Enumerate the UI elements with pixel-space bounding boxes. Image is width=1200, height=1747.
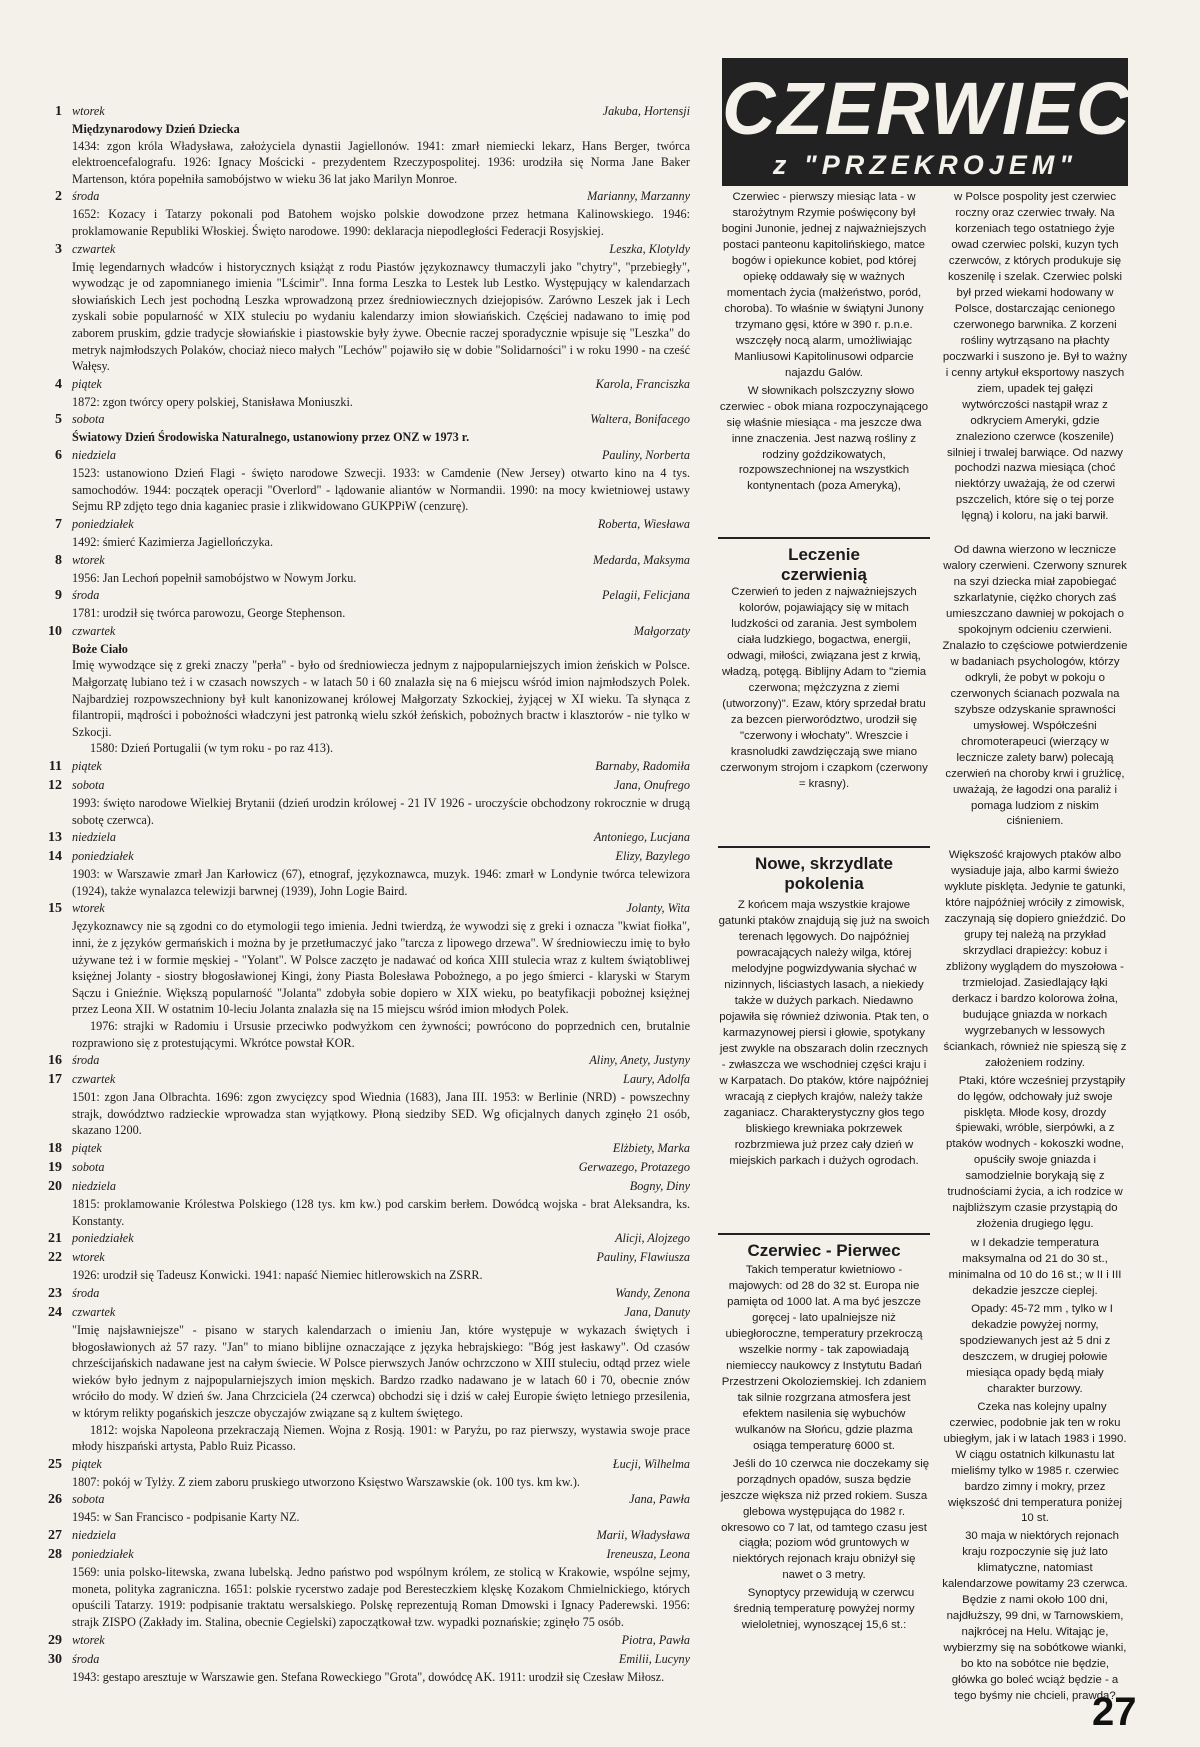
calendar-day (40, 1070, 690, 1139)
day-number: 23 (48, 1286, 62, 1301)
name-days: Jolanty, Wita (626, 901, 690, 916)
day-number: 28 (48, 1547, 62, 1563)
paragraph: Synoptycy przewidują w czerwcu średnią temperaturę powyżej normy wieloletniej, wynoszącej 15,6 st.: (733, 1587, 915, 1632)
name-days: Elżbiety, Marka (612, 1141, 690, 1156)
paragraph: w I dekadzie temperatura maksymalna od 21 do 30 st., minimalna od 10 do 16 st.; w II i III dekadzie jeszcze cieplej. (948, 1237, 1122, 1297)
intro-text-col-a (718, 190, 930, 532)
day-header (40, 1158, 690, 1177)
weekday-name: poniedziałek (72, 1547, 134, 1562)
heading-line: pokolenia (784, 874, 864, 894)
day-event-text: 1781: urodził się twórca parowozu, George Stephenson. (72, 606, 346, 621)
calendar-day (40, 1631, 690, 1650)
paragraph: Ptaki, które wcześniej przystąpiły do lęgów, odchowały już swoje pisklęta. Młode kosy, drozdy śpiewaki, wróble, sierpówki, a z ptaków wodnych - kokoszki wodne, opuściły swoje gniazda i samodzielnie borykają się z trudnościami życia, a ich rodzice w najbliższym czasie przystąpią do złożenia drugiego lęgu. (946, 1074, 1126, 1231)
holiday-name: Boże Ciało (72, 641, 128, 656)
calendar-day (40, 847, 690, 899)
holiday-name: Międzynarodowy Dzień Dziecka (72, 122, 240, 137)
day-number: 29 (48, 1632, 62, 1648)
day-event-text: 1872: zgon twórcy opery polskiej, Stanisława Moniuszki. (72, 394, 353, 409)
day-header (40, 847, 690, 866)
weekday-name: czwartek (72, 1072, 116, 1087)
day-number: 17 (48, 1072, 62, 1088)
day-number: 26 (48, 1492, 62, 1508)
name-days: Bogny, Diny (629, 1179, 690, 1194)
day-header (40, 899, 690, 918)
page-number: 27 (1092, 1690, 1137, 1734)
day-event-text: 1523: ustanowiono Dzień Flagi - święto narodowe Szwecji. 1933: w Camdenie (New Jersey) otwarto kino na 4 tys. samochodów. 1944: początek operacji "Overlord" - lądowanie aliantów w Normandii. 1990: na mocy kwietniowej ustawy Sejmu RP zdjęto tego dnia kaganiec prasie i zlikwidowano GUKPPiW (cenzurę). (72, 466, 690, 514)
day-event-text: 1501: zgon Jana Olbrachta. 1696: zgon zwycięzcy spod Wiednia (1683), Jana III. 1953: w Berlinie (NRD) - powszechny strajk, dowództwo radzieckie wprowadza stan wyjątkowy. Płoną siedziby SED. Wg oficjalnych danych zginęło 21 osób, skazano 1200. (72, 1090, 690, 1138)
weekday-name: piątek (72, 1141, 102, 1156)
calendar-day (40, 622, 690, 757)
day-header (40, 375, 690, 394)
paragraph: 30 maja w niektórych rejonach kraju rozpoczynie się już lato klimatyczne, natomiast kalendarzowe powitamy 23 czerwca. Będzie z nami około 100 dni, najdłuższy, 99 dni, w Tarnowskiem, najkrócej na Helu. Witając je, wybierzmy się na sobótkowe wianki, bo kto na sobótce nie będzie, główka go boleć wciąż będzie - a tego byśmy nie chcieli, prawda? (942, 1530, 1128, 1703)
name-days: Marianny, Marzanny (587, 189, 690, 204)
day-header (40, 1545, 690, 1564)
weekday-name: piątek (72, 758, 102, 773)
day-event-text: 1492: śmierć Kazimierza Jagiellończyka. (72, 534, 274, 549)
day-header (40, 1248, 690, 1267)
heading-line: Czerwiec - Pierwec (747, 1241, 901, 1260)
calendar-day (40, 1139, 690, 1158)
name-days: Małgorzaty (633, 623, 690, 638)
calendar-day (40, 1248, 690, 1284)
day-header (40, 1650, 690, 1669)
weekday-name: poniedziałek (72, 849, 134, 864)
day-number: 30 (48, 1651, 62, 1667)
name-days: Medarda, Maksyma (592, 552, 690, 567)
section-heading-leczenie (718, 537, 930, 586)
calendar-day (40, 1303, 690, 1455)
holiday-name: Światowy Dzień Środowiska Naturalnego, ustanowiony przez ONZ w 1973 r. (72, 430, 470, 445)
section-heading-pierwec (718, 1233, 930, 1261)
banner-subtitle: z "PRZEKROJEM" (772, 150, 1078, 180)
day-number: 15 (48, 901, 62, 917)
calendar-day (40, 776, 690, 828)
nowe-text-col-b (942, 848, 1128, 1231)
day-event-text: 1926: urodził się Tadeusz Konwicki. 1941: napaść Niemiec hitlerowskich na ZSRR. (72, 1268, 483, 1283)
name-days: Waltera, Bonifacego (590, 412, 690, 427)
day-number: 10 (48, 623, 62, 639)
name-days: Jana, Onufrego (613, 777, 690, 792)
day-header (40, 187, 690, 206)
calendar-day (40, 1284, 690, 1303)
day-header (40, 1303, 690, 1322)
weekday-name: niedziela (72, 830, 117, 845)
calendar-day (40, 899, 690, 1051)
calendar-day (40, 586, 690, 622)
paragraph: Czerwiec - pierwszy miesiąc lata - w starożytnym Rzymie poświęcony był bogini Junonie, jednej z najważniejszych postaci panteonu kapitolińskiego, matce bogów i opiekunce kobiet, pod której opiekę oddawały się w ważnych momentach życia (małżeństwo, poród, choroba). To właśnie w świątyni Junony trzymano gęsi, które w 390 r. p.n.e. wszczęły nocą alarm, umożliwiając Manliusowi Kapitolinusowi odparcie najazdu Galów. (721, 191, 927, 379)
day-event-text: 1993: święto narodowe Wielkiej Brytanii (dzień urodzin królowej - 21 IV 1926 - uroczyście obchodzony rokrocznie w drugą sobotę czerwca). (72, 796, 690, 827)
weekday-name: wtorek (72, 552, 105, 567)
calendar-day (40, 375, 690, 411)
weekday-name: wtorek (72, 1632, 105, 1647)
weekday-name: wtorek (72, 901, 105, 916)
day-number: 24 (48, 1305, 62, 1321)
paragraph: Takich temperatur kwietniowo - majowych: od 28 do 32 st. Europa nie pamięta od 1000 lat. A ma być jeszcze goręcej - lato upalniejsze niż ubiegłoroczne, temperatury przekroczą wszelkie normy - tak zapowiadają niemieccy naukowcy z Instytutu Badań Przestrzeni Okoloziemskiej. Ich zdaniem tak silnie rozgrzana atmosfera jest efektem nasilenia się wybuchów wulkanów na Słońcu, gdzie plazma osiąga temperaturę 6000 st. (721, 1264, 927, 1452)
name-days: Roberta, Wiesława (597, 516, 690, 531)
weekday-name: sobota (72, 1492, 105, 1507)
day-header (40, 102, 690, 121)
day-header (40, 1229, 690, 1248)
day-event-text: Językoznawcy nie są zgodni co do etymologii tego imienia. Jedni twierdzą, że wywodzi się z greki i oznacza "kwiat fiołka", inni, że z języków germańskich i można by je przetłumaczyć jako "tarcza z lipowego drzewa". W średniowieczu imię to było używane też i w formie męskiej - "Yolant". W Polsce zaczęto je nadawać od końca XIII stulecia wraz z kultem świątobliwej księżnej Jolanty - siostry błogosławionej Kingi, żony Piasta Bolesława Pobożnego, a po jego śmierci - klaryski w Starym Sączu i Gnieźnie. Większą popularność "Jolanta" zdobyła sobie dopiero w XIX wieku, po beatyfikacji pobożnej księżnej przez Leona XII. W ostatnim 10-leciu Jolanta znalazła się na 15 miejscu wśród imion młodych Polek. (72, 919, 690, 1017)
calendar-day (40, 1229, 690, 1248)
pierwec-text-col-b (942, 1236, 1128, 1703)
day-header (40, 757, 690, 776)
weekday-name: środa (72, 1651, 100, 1666)
day-event-text: "Imię najsławniejsze" - pisano w starych kalendarzach o imieniu Jan, które występuje w wykazach świętych i błogosławionych aż 57 razy. "Jan" to miano biblijne oznaczające z języka hebrajskiego: "Bóg jest łaskawy". Od czasów chrześcijańskich nadawane jest na całym świecie. W Polsce pierwszych Janów ochrzczono w XIII stuleciu, odtąd przez wiele wieków było jednym z najpopularniejszych imion męskich. Bardzo rzadko nadawano je w latach 60 i 70, obecnie znów wróciło do mody. W dzień św. Jana Chrzciciela (24 czerwca) obchodzi się i dziś w całej Europie święto letniego przesilenia, w którym relikty pogańskich jeszcze obyczajów związane są z kultem świętego. (72, 1323, 690, 1421)
day-header (40, 410, 690, 429)
section-heading-nowe (718, 846, 930, 895)
day-number: 11 (48, 758, 62, 774)
intro-text-col-b (942, 190, 1128, 532)
day-header (40, 1139, 690, 1158)
weekday-name: czwartek (72, 241, 116, 256)
day-event-text: 1569: unia polsko-litewska, zwana lubelską. Jedno państwo pod wspólnym królem, ze stolicą w Krakowie, wspólne sejmy, moneta, polityka zagraniczna. 1651: polskie rycerstwo zadaje pod Beresteczkiem klęskę Kozakom Chmielnickiego, których opuścili Tatarzy. 1919: podpisanie traktatu wersalskiego. Polskę reprezentują Roman Dmowski i Ignacy Paderewski. 1956: strajk ZISPO (Zakłady im. Stalina, obecnie Cegielski) zapoczątkował tzw. wypadki poznańskie; zginęło 75 osób. (72, 1565, 690, 1629)
weekday-name: środa (72, 588, 100, 603)
day-number: 7 (55, 516, 62, 532)
day-number: 2 (55, 189, 62, 205)
name-days: Piotra, Pawła (621, 1632, 690, 1647)
name-days: Emilii, Lucyny (618, 1651, 690, 1666)
name-days: Barnaby, Radomiła (595, 758, 690, 773)
calendar-day (40, 515, 690, 551)
day-number: 8 (55, 552, 62, 568)
day-event-text: 1580: Dzień Portugalii (w tym roku - po raz 413). (90, 741, 334, 756)
day-header (40, 515, 690, 534)
day-event-text: 1815: proklamowanie Królestwa Polskiego (128 tys. km kw.) pod carskim berłem. Dowódcą wojska - brat Aleksandra, ks. Konstanty. (72, 1197, 690, 1228)
name-days: Aliny, Anety, Justyny (589, 1053, 690, 1068)
weekday-name: niedziela (72, 1528, 117, 1543)
calendar-day (40, 1455, 690, 1491)
weekday-name: sobota (72, 412, 105, 427)
calendar-day (40, 102, 690, 187)
weekday-name: sobota (72, 1160, 105, 1175)
day-event-text: 1945: w San Francisco - podpisanie Karty NZ. (72, 1510, 300, 1525)
weekday-name: niedziela (72, 1179, 117, 1194)
calendar-day (40, 1158, 690, 1177)
day-number: 21 (48, 1231, 62, 1247)
day-number: 1 (55, 104, 62, 119)
name-days: Jakuba, Hortensji (602, 104, 690, 118)
leczenie-text-col-b (942, 543, 1128, 839)
day-event-text: 1812: wojska Napoleona przekraczają Niemen. Wojna z Rosją. 1901: w Paryżu, po raz pierwszy, wystawia swoje prace młody hiszpański artysta, Pablo Ruiz Picasso. (72, 1422, 690, 1454)
day-number: 3 (55, 241, 62, 257)
name-days: Wandy, Zenona (615, 1286, 690, 1300)
day-number: 14 (48, 849, 62, 865)
name-days: Marii, Władysława (596, 1528, 690, 1543)
day-event-text: 1903: w Warszawie zmarł Jan Karłowicz (67), etnograf, językoznawca, muzyk. 1946: zmarł w Londynie twórca telewizora (1924), także wynalazca telewizji barwnej (1939), John Logie Baird. (72, 867, 690, 898)
nowe-text-col-a (718, 898, 930, 1222)
weekday-name: środa (72, 1053, 100, 1068)
heading-line: czerwienią (781, 565, 867, 585)
day-number: 5 (55, 412, 62, 428)
day-event-text: 1943: gestapo aresztuje w Warszawie gen. Stefana Roweckiego "Grota", dowódcę AK. 1911: urodził się Czesław Miłosz. (72, 1669, 665, 1684)
day-number: 16 (48, 1053, 62, 1069)
day-header (40, 1631, 690, 1650)
day-number: 27 (48, 1528, 62, 1544)
calendar-day (40, 757, 690, 776)
day-number: 19 (48, 1160, 62, 1176)
day-event-text: 1807: pokój w Tylży. Z ziem zaboru pruskiego utworzono Księstwo Warszawskie (ok. 100 tys. km kw.). (72, 1474, 580, 1489)
day-header (40, 446, 690, 465)
name-days: Alicji, Alojzego (615, 1231, 690, 1246)
weekday-name: poniedziałek (72, 1231, 134, 1246)
day-event-text: 1976: strajki w Radomiu i Ursusie przeciwko podwyżkom cen żywności; powrócono do poprzednich cen, brutalnie rozprawiono się z protestującymi. Wkrótce powstał KOR. (72, 1019, 690, 1050)
name-days: Jana, Pawła (629, 1492, 690, 1507)
paragraph: W słownikach polszczyzny słowo czerwiec - obok miana rozpoczynającego się właśnie miesiąca - ma jeszcze dwa inne znaczenia. Jest nazwą rośliny z rodziny goździkowatych, rozpowszechnionej na wszystkich kontynentach (poza Ameryką), (719, 384, 929, 493)
paragraph: w Polsce pospolity jest czerwiec roczny oraz czerwiec trwały. Na korzeniach tego ostatniego żyje owad czerwiec polski, kuzyn tych czerwców, z których produkuje się koszenilę i szelak. Czerwiec polski był przed wiekami hodowany w Polsce, dostarczając cenionego czerwonego barwnika. Z korzeni rośliny wytrząsano na płachty poczwarki i suszono je. Był to ważny i cenny artykuł eksportowy naszych ziem, upadek tej gałęzi wytwórczości nastąpił wraz z odkryciem Ameryki, gdzie znaleziono czerwce (koszenile) silniej i trwalej barwiące. Od nazwy pochodzi nazwa miesiąca (choć niektórzy uważają, że od czerwi pszczelich, które się o tej porze lęgną) i koloru, na jaki barwił. (942, 191, 1128, 523)
day-number: 13 (48, 830, 62, 846)
name-days: Ireneusza, Leona (606, 1547, 690, 1562)
paragraph: Czerwień to jeden z najważniejszych kolorów, pojawiający się w mitach ludzkości od zarania. Jest symbolem ciała ludzkiego, bogactwa, energii, odwagi, miłości, związana jest z krwią, władzą, potęgą. Biblijny Adam to "ziemia czerwona; mężczyzna z ziemi (utworzony)". Ezaw, który sprzedał bratu za bezcen pierworództwo, urodził się "czerwony i włochaty". Wreszcie i krasnoludki zawdzięczają swe miano czerwonym strojom i czapkom (czerwony = krasny). (720, 586, 928, 790)
weekday-name: czwartek (72, 623, 116, 638)
calendar-day (40, 410, 690, 446)
day-header (40, 1526, 690, 1545)
paragraph: Z końcem maja wszystkie krajowe gatunki ptaków znajdują się już na swoich terenach lęgowych. Do najpóźniej powracających należy wilga, której melodyjne pogwizdywania słychać w nizinnych, liściastych lasach, a niekiedy także w dużych parkach. Niedawno pojawiła się również dziwonia. Ptak ten, o karmazynowej piersi i głowie, spotykany jest zwykle na obszarach dolin rzecznych - zwłaszcza we wschodniej części kraju i w Karpatach. Do ptaków, które najpóźniej wracają z ciepłych krajów, należy także zaganiacz. Charakterystyczny głos tego bliskiego krewniaka pokrzewek rozbrzmiewa już przez cały dzień w miejskich parkach i dużych ogrodach. (718, 899, 930, 1167)
calendar-day (40, 551, 690, 587)
paragraph: Większość krajowych ptaków albo wysiaduje jaja, albo karmi świeżo wyklute pisklęta. Jedynie te gatunki, które najpóźniej wróciły z zimowisk, zaczynają się dopiero gnieździć. Do grupy tej należą na przykład skrzydlaci drapieżcy: kobuz i zbliżony wyglądem do myszołowa - trzmielojad. Zasiedlający łąki derkacz i bardzo kolorowa żołna, budujące gniazda w norkach wygrzebanych w lessowych ściankach, również nie spieszą się z założeniem rodziny. (943, 849, 1127, 1069)
day-header (40, 1284, 690, 1303)
weekday-name: czwartek (72, 1305, 116, 1320)
heading-line: Leczenie (788, 545, 860, 564)
name-days: Łucji, Wilhelma (612, 1456, 690, 1471)
day-header (40, 1070, 690, 1089)
title-banner (722, 58, 1132, 186)
name-days: Pauliny, Norberta (601, 448, 690, 463)
weekday-name: piątek (72, 376, 102, 391)
name-days: Pelagii, Felicjana (602, 588, 690, 603)
day-header (40, 240, 690, 259)
day-number: 9 (55, 588, 62, 604)
weekday-name: piątek (72, 1456, 102, 1471)
name-days: Leszka, Klotyldy (609, 241, 690, 256)
heading-line: Nowe, skrzydlate (755, 854, 893, 873)
weekday-name: środa (72, 1286, 100, 1300)
calendar-day (40, 1526, 690, 1545)
calendar-day (40, 1650, 690, 1686)
day-header (40, 1177, 690, 1196)
day-event-text: Imię wywodzące się z greki znaczy "perła" - było od średniowiecza jednym z najpopularniejszych imion żeńskich w Polsce. Małgorzatę lubiano też i w czasach nowszych - w latach 50 i 60 znalazła się na 6 miejscu wśród imion najmłodszych Polek. Najbardziej rozpowszechniony był kult kanonizowanej królowej Małgorzaty Szkockiej, żyjącej w XI wieku. Ta słynąca z filantropii, mądrości i pobożności władczyni jest patronką wielu szkół żeńskich, pobożnych bractw i klasztorów - nie tylko w Szkocji. (72, 658, 690, 739)
calendar-day (40, 240, 690, 375)
calendar-day (40, 828, 690, 847)
paragraph: Od dawna wierzono w lecznicze walory czerwieni. Czerwony sznurek na szyi dziecka miał zapobiegać szkarlatynie, ciężko chorych zaś umieszczano dawniej w pokojach o spokojnym odcieniu czerwieni. Znalazło to częściowe potwierdzenie w badaniach psychologów, którzy odkryli, że pobyt w pokoju o czerwonych ścianach pozwala na szybsze odzyskanie sprawności umysłowej. Współcześni chromoterapeuci (wierzący w lecznicze zalety barw) polecają czerwień na choroby krwi i grużlicę, uważają, że łagodzi ona paraliż i pomaga ludziom z niskim ciśnieniem. (942, 544, 1128, 828)
day-number: 6 (55, 448, 62, 464)
name-days: Karola, Franciszka (595, 376, 690, 391)
leczenie-text-col-a (718, 585, 930, 835)
paragraph: Opady: 45-72 mm , tylko w I dekadzie powyżej normy, spodziewanych jest aż 5 dni z deszczem, w drugiej połowie miesiąca opady będą miały charakter burzowy. (959, 1302, 1113, 1395)
calendar-column (40, 102, 690, 1702)
day-header (40, 1490, 690, 1509)
paragraph: Jeśli do 10 czerwca nie doczekamy się porządnych opadów, susza będzie jeszcze większa niż przed rokiem. Susza glebowa występująca do 1982 r. okresowo co 7 lat, od tamtego czasu jest ciągła; poziom wód gruntowych w niektórych rejonach kraju obniżył się nawet o 3 metry. (720, 1457, 930, 1582)
day-header (40, 622, 690, 641)
day-event-text: 1956: Jan Lechoń popełnił samobójstwo w Nowym Jorku. (72, 570, 357, 585)
day-number: 12 (48, 777, 62, 793)
day-number: 20 (48, 1179, 62, 1195)
day-number: 4 (55, 376, 62, 392)
name-days: Jana, Danuty (624, 1305, 690, 1320)
name-days: Antoniego, Lucjana (593, 830, 690, 845)
calendar-day (40, 1177, 690, 1229)
calendar-day (40, 1490, 690, 1526)
calendar-day (40, 187, 690, 239)
weekday-name: sobota (72, 777, 105, 792)
day-header (40, 776, 690, 795)
weekday-name: środa (72, 189, 100, 204)
pierwec-text-col-a (718, 1263, 930, 1663)
weekday-name: poniedziałek (72, 516, 134, 531)
paragraph: Czeka nas kolejny upalny czerwiec, podobnie jak ten w roku ubiegłym, jak i w latach 1983 i 1990. W ciągu ostatnich kilkunastu lat mieliśmy tylko w 1985 r. czerwiec bardzo zimny i mokry, przez większość dni temperatura poniżej 10 st. (943, 1400, 1127, 1525)
day-header (40, 828, 690, 847)
day-event-text: 1434: zgon króla Władysława, założyciela dynastii Jagiellonów. 1941: zmarł niemiecki lekarz, Hans Berger, twórca elektroencefalografu. 1926: Ignacy Mościcki - prezydentem Rzeczypospolitej. 1936: urodziła się Norma Jane Baker Martenson, która popełniła samobójstwo w wieku 36 lat jako Marilyn Monroe. (72, 138, 690, 186)
day-header (40, 1455, 690, 1474)
name-days: Pauliny, Flawiusza (596, 1250, 690, 1265)
day-number: 18 (48, 1141, 62, 1157)
day-header (40, 1051, 690, 1070)
day-event-text: Imię legendarnych władców i historycznych książąt z rodu Piastów językoznawcy tłumaczyli jako "chytry", "przebiegły", wywodząc je od zapomnianego imienia "Lścimir". Inna forma Leszka to Lestek lub Lestko. Występujący w kalendarzach słowiańskich Lech jest pochodną Leszka wprowadzoną przez średniowiecznych dziejopisów. Zarówno Leszek jak i Lech zyskali sobie popularność w XIX stuleciu po wydaniu kalendarzy imion słowiańskich. Częściej nadawano to imię pod zaborem pruskim, gdzie tradycje słowiańskie i piastowskie były żywe. Obecnie raczej sporadycznie wpisuje się "Leszka" do metryk najmłodszych Polaków, chociaż nieco małych "Lechów" pojawiło się w dobie "Solidarności" i w roku 1990 - na cześć Wałęsy. (72, 259, 690, 374)
name-days: Laury, Adolfa (623, 1072, 690, 1087)
calendar-day (40, 446, 690, 515)
weekday-name: wtorek (72, 104, 105, 118)
day-header (40, 551, 690, 570)
weekday-name: niedziela (72, 448, 117, 463)
calendar-day (40, 1545, 690, 1630)
weekday-name: wtorek (72, 1250, 105, 1265)
day-header (40, 586, 690, 605)
day-number: 22 (48, 1250, 62, 1266)
day-event-text: 1652: Kozacy i Tatarzy pokonali pod Batohem wojsko polskie dowodzone przez hetmana Kalinowskiego. 1946: proklamowanie Republiki Włoskiej. Święto narodowe. 1990: deklaracja niepodległości Federacji Rosyjskiej. (72, 207, 690, 239)
name-days: Elizy, Bazylego (615, 849, 690, 864)
banner-title: CZERWIEC (722, 67, 1132, 150)
name-days: Gerwazego, Protazego (578, 1160, 690, 1175)
calendar-day (40, 1051, 690, 1070)
day-number: 25 (48, 1456, 62, 1472)
